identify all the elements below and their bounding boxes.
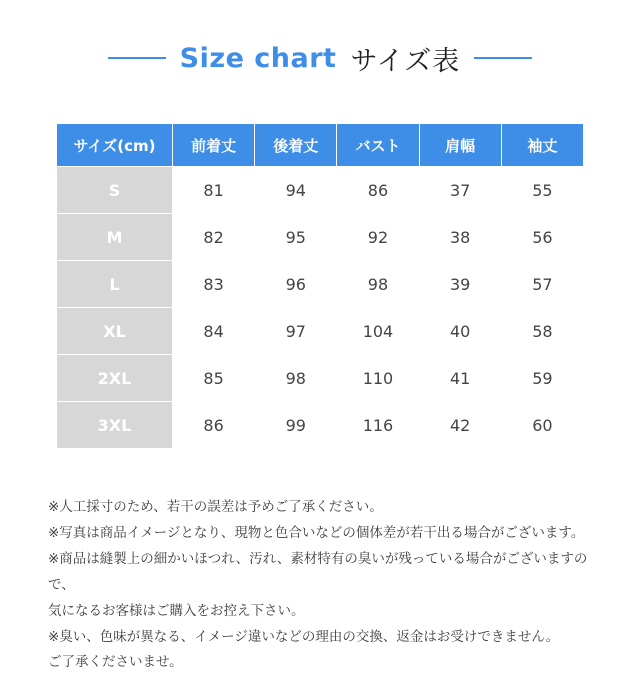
cell-3xl-shoulder: 42 — [419, 402, 501, 449]
column-header-sleeve: 袖丈 — [501, 124, 583, 167]
row-label-m: M — [57, 214, 173, 261]
page-title-en: Size chart — [179, 42, 337, 74]
cell-s-bust: 86 — [337, 167, 419, 214]
cell-m-front-length: 82 — [173, 214, 255, 261]
row-label-l: L — [57, 261, 173, 308]
cell-m-bust: 92 — [337, 214, 419, 261]
column-header-size: サイズ(cm) — [57, 124, 173, 167]
note-line: 気になるお客様はご購入をお控え下さい。 — [48, 602, 305, 619]
cell-s-front-length: 81 — [173, 167, 255, 214]
cell-l-back-length: 96 — [255, 261, 337, 308]
divider-left — [108, 57, 166, 59]
row-label-s: S — [57, 167, 173, 214]
column-header-shoulder: 肩幅 — [419, 124, 501, 167]
cell-m-shoulder: 38 — [419, 214, 501, 261]
cell-l-shoulder: 39 — [419, 261, 501, 308]
cell-2xl-sleeve: 59 — [501, 355, 583, 402]
table-header-row — [57, 124, 584, 167]
cell-s-back-length: 94 — [255, 167, 337, 214]
row-label-2xl: 2XL — [57, 355, 173, 402]
size-table-head — [57, 124, 584, 167]
table-row — [57, 402, 584, 449]
cell-3xl-front-length: 86 — [173, 402, 255, 449]
cell-l-front-length: 83 — [173, 261, 255, 308]
column-header-back-length: 後着丈 — [255, 124, 337, 167]
page-header — [0, 38, 640, 78]
note-line: ※人工採寸のため、若干の誤差は予めご了承ください。 — [48, 499, 383, 515]
size-table-body — [57, 167, 584, 449]
cell-xl-bust: 104 — [337, 308, 419, 355]
cell-2xl-back-length: 98 — [255, 355, 337, 402]
cell-l-sleeve: 57 — [501, 261, 583, 308]
column-header-front-length: 前着丈 — [173, 124, 255, 167]
cell-l-bust: 98 — [337, 261, 419, 308]
cell-s-sleeve: 55 — [501, 167, 583, 214]
row-label-3xl: 3XL — [57, 402, 173, 449]
table-row — [57, 214, 584, 261]
cell-s-shoulder: 37 — [419, 167, 501, 214]
cell-xl-shoulder: 40 — [419, 308, 501, 355]
cell-m-back-length: 95 — [255, 214, 337, 261]
cell-2xl-front-length: 85 — [173, 355, 255, 402]
table-row — [57, 261, 584, 308]
row-label-xl: XL — [57, 308, 173, 355]
note-line: ※写真は商品イメージとなり、現物と色合いなどの個体差が若干出る場合がございます。 — [48, 524, 585, 541]
table-row — [57, 167, 584, 214]
cell-3xl-bust: 116 — [337, 402, 419, 449]
note-line: ※臭い、色味が異なる、イメージ違いなどの理由の交換、返金はお受けできません。 — [48, 628, 560, 645]
cell-xl-back-length: 97 — [255, 308, 337, 355]
column-header-bust: バスト — [337, 124, 419, 167]
cell-3xl-sleeve: 60 — [501, 402, 583, 449]
size-table — [56, 123, 584, 449]
divider-right — [474, 57, 532, 59]
page-title-jp: サイズ表 — [350, 45, 461, 77]
cell-2xl-shoulder: 41 — [419, 355, 501, 402]
table-row — [57, 308, 584, 355]
table-row — [57, 355, 584, 402]
note-line: ご了承くださいませ。 — [48, 654, 183, 671]
cell-m-sleeve: 56 — [501, 214, 583, 261]
cell-xl-sleeve: 58 — [501, 308, 583, 355]
note-line: ※商品は縫製上の細かいほつれ、汚れ、素材特有の臭いが残っている場合がございますので、 — [48, 550, 588, 593]
cell-xl-front-length: 84 — [173, 308, 255, 355]
cell-3xl-back-length: 99 — [255, 402, 337, 449]
size-table-wrapper — [56, 123, 584, 449]
notes-section — [48, 495, 592, 676]
size-chart-page — [0, 38, 640, 682]
cell-2xl-bust: 110 — [337, 355, 419, 402]
